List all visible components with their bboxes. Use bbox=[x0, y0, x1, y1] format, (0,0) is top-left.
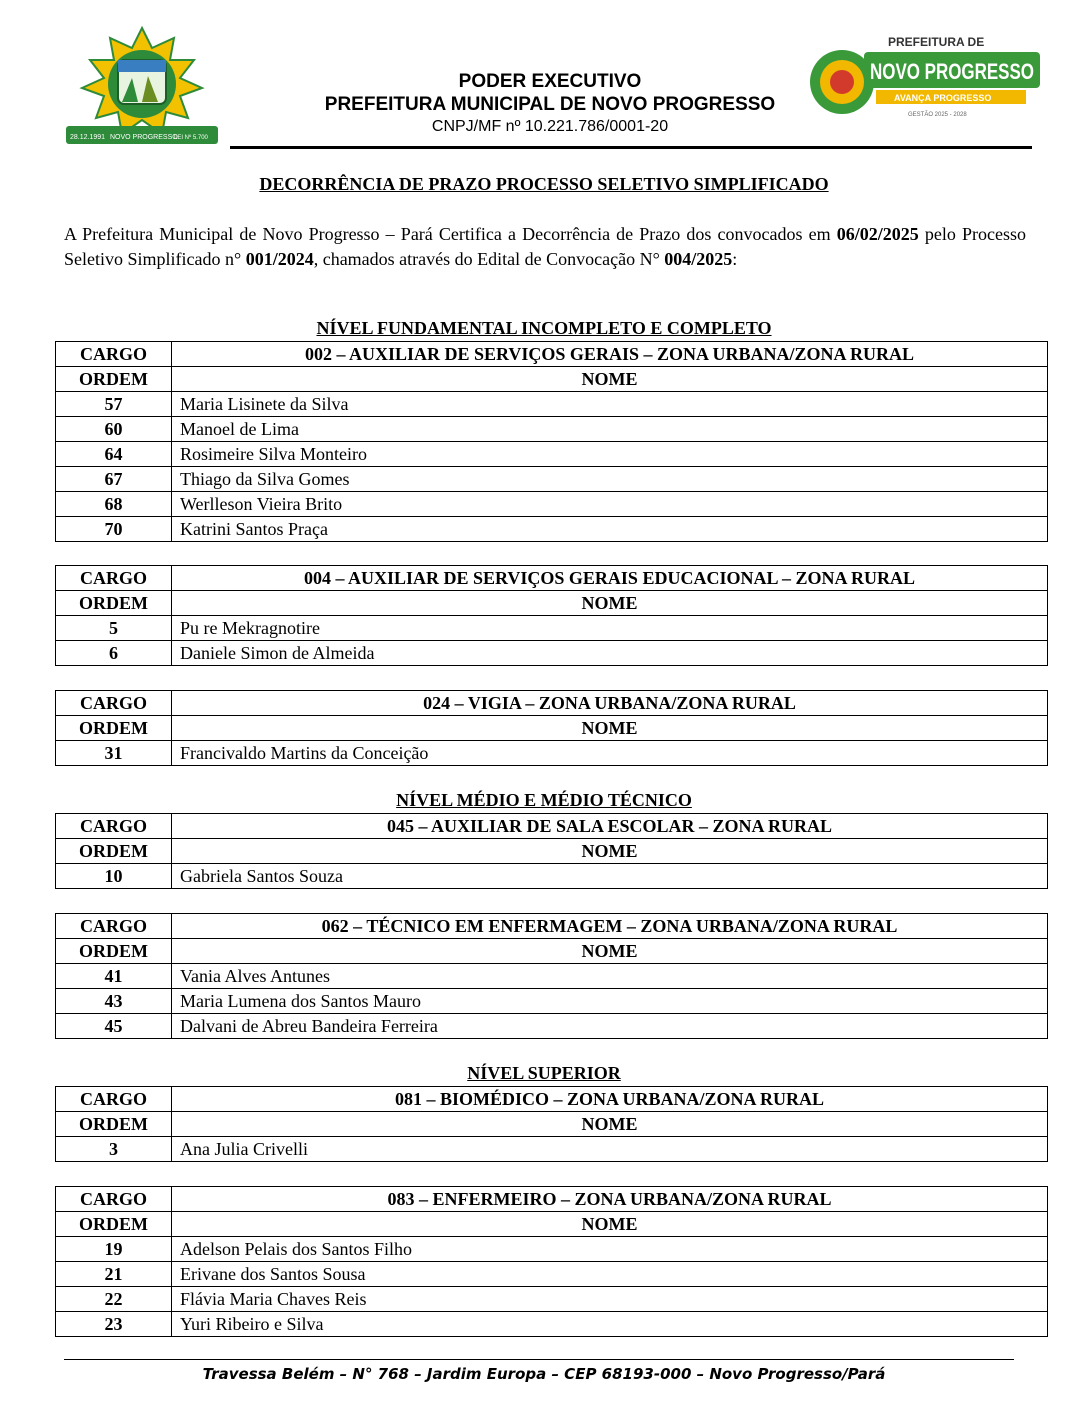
nome-cell: Dalvani de Abreu Bandeira Ferreira bbox=[172, 1014, 1048, 1039]
crest-name: NOVO PROGRESSO bbox=[110, 134, 178, 141]
ordem-cell: 60 bbox=[56, 417, 172, 442]
table-row bbox=[56, 1287, 1048, 1312]
header-row bbox=[56, 839, 1048, 864]
crest-date: 28.12.1991 bbox=[70, 134, 106, 141]
table-row bbox=[56, 1312, 1048, 1337]
ordem-header: ORDEM bbox=[56, 591, 172, 616]
ordem-header: ORDEM bbox=[56, 1212, 172, 1237]
nome-cell: Manoel de Lima bbox=[172, 417, 1048, 442]
cargo-table bbox=[55, 565, 1048, 666]
ordem-cell: 6 bbox=[56, 641, 172, 666]
nome-cell: Thiago da Silva Gomes bbox=[172, 467, 1048, 492]
nome-cell: Rosimeire Silva Monteiro bbox=[172, 442, 1048, 467]
cargo-table bbox=[55, 1086, 1048, 1162]
ordem-cell: 67 bbox=[56, 467, 172, 492]
nome-cell: Yuri Ribeiro e Silva bbox=[172, 1312, 1048, 1337]
ordem-cell: 5 bbox=[56, 616, 172, 641]
header-line-1: PODER EXECUTIVO bbox=[458, 71, 642, 92]
table-row bbox=[56, 1014, 1048, 1039]
ordem-cell: 64 bbox=[56, 442, 172, 467]
ordem-cell: 23 bbox=[56, 1312, 172, 1337]
table-row bbox=[56, 467, 1048, 492]
section-title-fundamental: NÍVEL FUNDAMENTAL INCOMPLETO E COMPLETO bbox=[316, 318, 772, 338]
ordem-cell: 68 bbox=[56, 492, 172, 517]
cargo-row bbox=[56, 691, 1048, 716]
cargo-table bbox=[55, 1186, 1048, 1337]
document-title: DECORRÊNCIA DE PRAZO PROCESSO SELETIVO SIMPLIFICADO bbox=[259, 174, 829, 194]
ordem-cell: 22 bbox=[56, 1287, 172, 1312]
cargo-row bbox=[56, 566, 1048, 591]
nome-cell: Vania Alves Antunes bbox=[172, 964, 1048, 989]
footer-address: Travessa Belém – N° 768 – Jardim Europa – CEP 68193-000 – Novo Progresso/Pará bbox=[202, 1365, 886, 1383]
ordem-cell: 31 bbox=[56, 741, 172, 766]
ordem-header: ORDEM bbox=[56, 839, 172, 864]
nome-cell: Ana Julia Crivelli bbox=[172, 1137, 1048, 1162]
nome-cell: Erivane dos Santos Sousa bbox=[172, 1262, 1048, 1287]
cargo-label: CARGO bbox=[56, 566, 172, 591]
footer-divider bbox=[64, 1359, 1014, 1360]
header-row bbox=[56, 1212, 1048, 1237]
prefeitura-logo-icon bbox=[808, 30, 1043, 130]
crest-law: LEI Nº 5.700 bbox=[174, 135, 208, 141]
header-line-2: PREFEITURA MUNICIPAL DE NOVO PROGRESSO bbox=[324, 94, 776, 115]
ordem-cell: 21 bbox=[56, 1262, 172, 1287]
header-row bbox=[56, 367, 1048, 392]
ordem-cell: 70 bbox=[56, 517, 172, 542]
cargo-label: CARGO bbox=[56, 914, 172, 939]
cargo-label: CARGO bbox=[56, 342, 172, 367]
intro-date: 06/02/2025 bbox=[836, 224, 919, 244]
intro-paragraph bbox=[64, 222, 1026, 272]
section-title-superior: NÍVEL SUPERIOR bbox=[467, 1063, 621, 1083]
nome-cell: Adelson Pelais dos Santos Filho bbox=[172, 1237, 1048, 1262]
municipal-crest-icon bbox=[62, 26, 222, 150]
table-row bbox=[56, 1137, 1048, 1162]
cargo-title: 002 – AUXILIAR DE SERVIÇOS GERAIS – ZONA URBANA/ZONA RURAL bbox=[172, 342, 1048, 367]
nome-header: NOME bbox=[172, 1112, 1048, 1137]
header-row bbox=[56, 939, 1048, 964]
nome-cell: Daniele Simon de Almeida bbox=[172, 641, 1048, 666]
cargo-label: CARGO bbox=[56, 1087, 172, 1112]
cargo-table bbox=[55, 690, 1048, 766]
nome-cell: Francivaldo Martins da Conceição bbox=[172, 741, 1048, 766]
ordem-cell: 43 bbox=[56, 989, 172, 1014]
table-row bbox=[56, 616, 1048, 641]
cargo-title: 062 – TÉCNICO EM ENFERMAGEM – ZONA URBANA/ZONA RURAL bbox=[172, 914, 1048, 939]
nome-cell: Flávia Maria Chaves Reis bbox=[172, 1287, 1048, 1312]
nome-cell: Maria Lumena dos Santos Mauro bbox=[172, 989, 1048, 1014]
ordem-cell: 3 bbox=[56, 1137, 172, 1162]
nome-cell: Pu re Mekragnotire bbox=[172, 616, 1048, 641]
cargo-title: 083 – ENFERMEIRO – ZONA URBANA/ZONA RURAL bbox=[172, 1187, 1048, 1212]
cargo-table bbox=[55, 913, 1048, 1039]
document-header bbox=[0, 0, 1088, 160]
cargo-title: 024 – VIGIA – ZONA URBANA/ZONA RURAL bbox=[172, 691, 1048, 716]
cargo-row bbox=[56, 814, 1048, 839]
nome-cell: Katrini Santos Praça bbox=[172, 517, 1048, 542]
cargo-title: 004 – AUXILIAR DE SERVIÇOS GERAIS EDUCACIONAL – ZONA RURAL bbox=[172, 566, 1048, 591]
table-row bbox=[56, 1262, 1048, 1287]
ordem-cell: 57 bbox=[56, 392, 172, 417]
nome-header: NOME bbox=[172, 591, 1048, 616]
nome-header: NOME bbox=[172, 716, 1048, 741]
cargo-row bbox=[56, 1087, 1048, 1112]
ordem-cell: 10 bbox=[56, 864, 172, 889]
header-divider bbox=[230, 146, 1032, 149]
intro-text-2: pelo Processo Seletivo Simplificado n° bbox=[64, 224, 1026, 269]
section-title-medio: NÍVEL MÉDIO E MÉDIO TÉCNICO bbox=[396, 790, 692, 810]
ordem-cell: 45 bbox=[56, 1014, 172, 1039]
logo-tag-text: AVANÇA PROGRESSO bbox=[894, 93, 992, 103]
cargo-title: 081 – BIOMÉDICO – ZONA URBANA/ZONA RURAL bbox=[172, 1087, 1048, 1112]
nome-header: NOME bbox=[172, 367, 1048, 392]
table-row bbox=[56, 989, 1048, 1014]
ordem-header: ORDEM bbox=[56, 1112, 172, 1137]
header-cnpj: CNPJ/MF nº 10.221.786/0001-20 bbox=[431, 118, 669, 135]
table-row bbox=[56, 517, 1048, 542]
table-row bbox=[56, 864, 1048, 889]
cargo-label: CARGO bbox=[56, 814, 172, 839]
cargo-row bbox=[56, 914, 1048, 939]
header-row bbox=[56, 1112, 1048, 1137]
cargo-label: CARGO bbox=[56, 691, 172, 716]
logo-main-text: NOVO PROGRESSO bbox=[870, 59, 1034, 84]
table-row bbox=[56, 741, 1048, 766]
ordem-cell: 41 bbox=[56, 964, 172, 989]
intro-edital: 004/2025 bbox=[664, 249, 733, 269]
header-row bbox=[56, 716, 1048, 741]
ordem-header: ORDEM bbox=[56, 939, 172, 964]
table-row bbox=[56, 492, 1048, 517]
ordem-header: ORDEM bbox=[56, 716, 172, 741]
ordem-cell: 19 bbox=[56, 1237, 172, 1262]
logo-sub-text: GESTÃO 2025 - 2028 bbox=[908, 112, 967, 118]
intro-text-3: , chamados através do Edital de Convocação N° bbox=[313, 249, 665, 269]
cargo-label: CARGO bbox=[56, 1187, 172, 1212]
ordem-header: ORDEM bbox=[56, 367, 172, 392]
header-row bbox=[56, 591, 1048, 616]
cargo-table bbox=[55, 813, 1048, 889]
table-row bbox=[56, 442, 1048, 467]
nome-header: NOME bbox=[172, 939, 1048, 964]
cargo-title: 045 – AUXILIAR DE SALA ESCOLAR – ZONA RURAL bbox=[172, 814, 1048, 839]
intro-text-4: : bbox=[732, 249, 738, 269]
cargo-row bbox=[56, 1187, 1048, 1212]
nome-cell: Maria Lisinete da Silva bbox=[172, 392, 1048, 417]
table-row bbox=[56, 417, 1048, 442]
header-text bbox=[230, 70, 870, 138]
nome-cell: Gabriela Santos Souza bbox=[172, 864, 1048, 889]
table-row bbox=[56, 1237, 1048, 1262]
table-row bbox=[56, 641, 1048, 666]
logo-top-text: PREFEITURA DE bbox=[888, 35, 985, 49]
intro-text-1: A Prefeitura Municipal de Novo Progresso – Pará Certifica a Decorrência de Prazo dos convocados em bbox=[64, 224, 837, 244]
cargo-row bbox=[56, 342, 1048, 367]
nome-header: NOME bbox=[172, 1212, 1048, 1237]
table-row bbox=[56, 392, 1048, 417]
cargo-table bbox=[55, 341, 1048, 542]
nome-cell: Werlleson Vieira Brito bbox=[172, 492, 1048, 517]
table-row bbox=[56, 964, 1048, 989]
intro-process: 001/2024 bbox=[245, 249, 314, 269]
nome-header: NOME bbox=[172, 839, 1048, 864]
